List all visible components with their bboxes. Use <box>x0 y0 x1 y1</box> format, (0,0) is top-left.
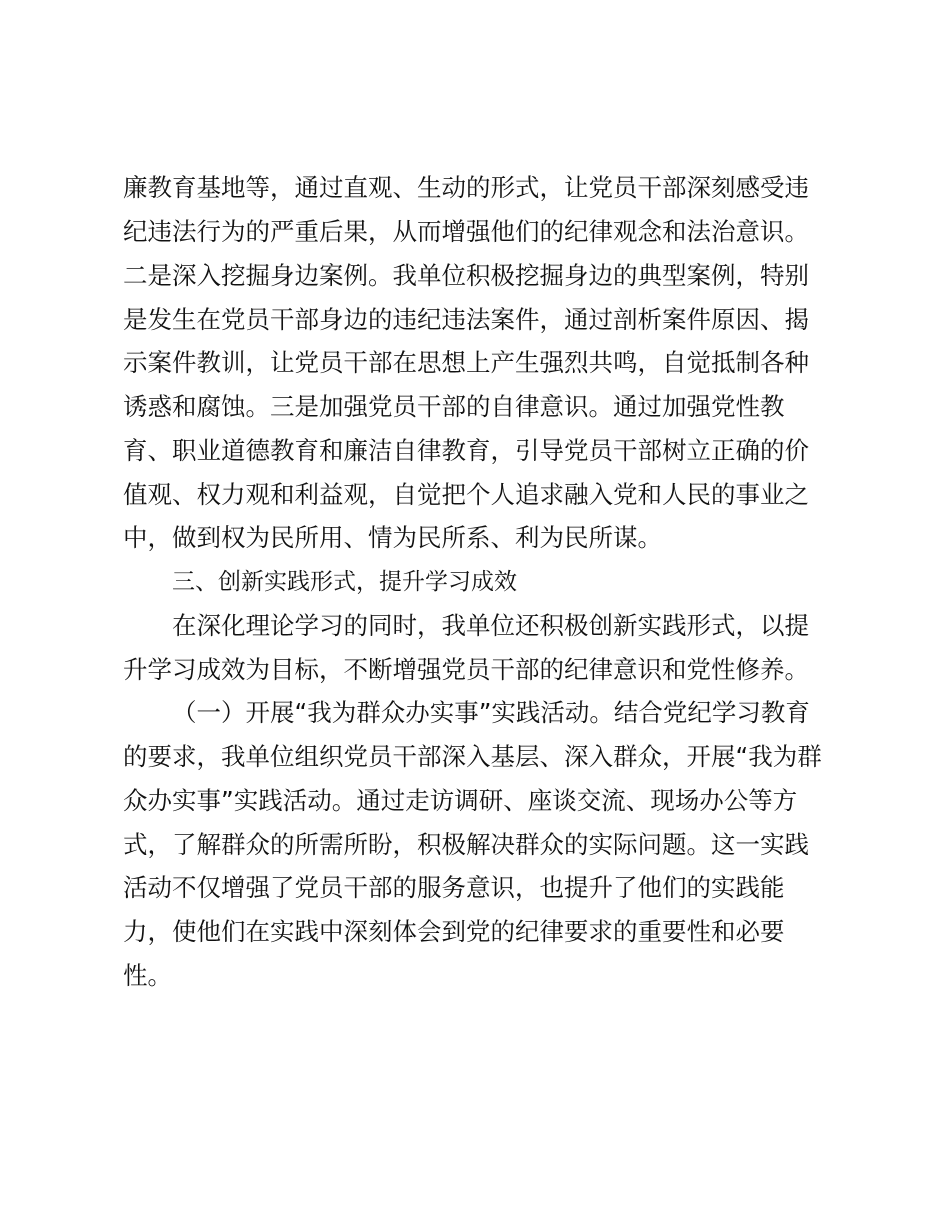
text-line-17: 活动不仅增强了党员干部的服务意识，也提升了他们的实践能 <box>123 873 785 902</box>
text-line-9: 中，做到权为民所用、情为民所系、利为民所谋。 <box>123 523 662 552</box>
text-line-18: 力，使他们在实践中深刻体会到党的纪律要求的重要性和必要 <box>123 917 785 946</box>
text-line-12: 升学习成效为目标，不断增强党员干部的纪律意识和党性修养。 <box>123 655 809 684</box>
text-line-16: 式，了解群众的所需所盼，积极解决群众的实际问题。这一实践 <box>123 830 809 859</box>
text-line-3: 二是深入挖掘身边案例。我单位积极挖掘身边的典型案例，特别 <box>123 261 809 290</box>
text-line-14: 的要求，我单位组织党员干部深入基层、深入群众，开展“我为群 <box>123 742 822 771</box>
text-line-7: 育、职业道德教育和廉洁自律教育，引导党员干部树立正确的价 <box>123 436 809 465</box>
text-line-1: 廉教育基地等，通过直观、生动的形式，让党员干部深刻感受违 <box>123 173 809 202</box>
text-line-4: 是发生在党员干部身边的违纪违法案件，通过剖析案件原因、揭 <box>123 305 809 334</box>
section-heading: 三、创新实践形式，提升学习成效 <box>172 569 517 595</box>
text-line-15: 众办实事”实践活动。通过走访调研、座谈交流、现场办公等方 <box>123 786 798 815</box>
text-line-2: 纪违法行为的严重后果，从而增强他们的纪律观念和法治意识。 <box>123 217 809 246</box>
text-line-6: 诱惑和腐蚀。三是加强党员干部的自律意识。通过加强党性教 <box>123 392 785 421</box>
text-line-13: （一）开展“我为群众办实事”实践活动。结合党纪学习教育 <box>172 698 810 727</box>
text-line-19: 性。 <box>123 961 172 990</box>
text-line-11: 在深化理论学习的同时，我单位还积极创新实践形式，以提 <box>172 611 809 640</box>
text-line-8: 值观、权力观和利益观，自觉把个人追求融入党和人民的事业之 <box>123 480 809 509</box>
text-line-5: 示案件教训，让党员干部在思想上产生强烈共鸣，自觉抵制各种 <box>123 348 809 377</box>
